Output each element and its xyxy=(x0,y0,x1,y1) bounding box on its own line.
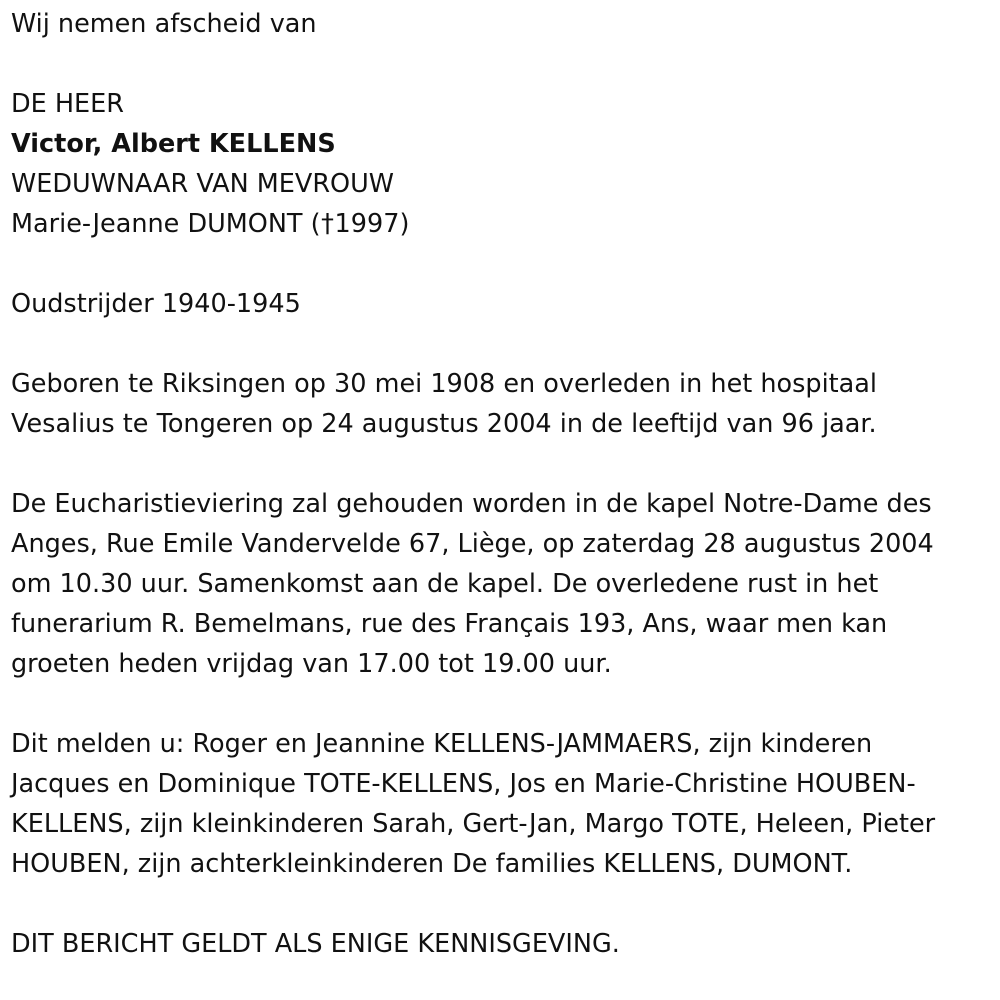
spacer xyxy=(11,324,991,364)
spouse-death-year: 1997) xyxy=(334,209,410,239)
paragraph-line: Vesalius te Tongeren op 24 augustus 2004 in de leeftijd van 96 jaar. xyxy=(11,409,877,439)
closing-notice: DIT BERICHT GELDT ALS ENIGE KENNISGEVING. xyxy=(11,929,620,959)
birth-death-paragraph xyxy=(11,364,991,444)
spacer xyxy=(11,44,991,84)
intro-text: Wij nemen afscheid van xyxy=(11,9,317,39)
honorific-title: DE HEER xyxy=(11,89,124,119)
paragraph-line: Geboren te Riksingen op 30 mei 1908 en overleden in het hospitaal xyxy=(11,369,878,399)
spacer xyxy=(11,244,991,284)
paragraph-line: groeten heden vrijdag van 17.00 tot 19.00 uur. xyxy=(11,649,612,679)
paragraph-line: HOUBEN, zijn achterkleinkinderen De families KELLENS, DUMONT. xyxy=(11,849,853,879)
paragraph-line: De Eucharistieviering zal gehouden worden in de kapel Notre-Dame des xyxy=(11,489,932,519)
spouse-name xyxy=(11,204,991,244)
spacer xyxy=(11,884,991,924)
deceased-name: Victor, Albert KELLENS xyxy=(11,129,336,159)
veteran-text: Oudstrijder 1940-1945 xyxy=(11,289,301,319)
spouse-name-text: Marie-Jeanne DUMONT ( xyxy=(11,209,321,239)
cross-icon: † xyxy=(321,209,334,239)
paragraph-line: KELLENS, zijn kleinkinderen Sarah, Gert-Jan, Margo TOTE, Heleen, Pieter xyxy=(11,809,936,839)
spouse-label: WEDUWNAAR VAN MEVROUW xyxy=(11,169,394,199)
paragraph-line: om 10.30 uur. Samenkomst aan de kapel. De overledene rust in het xyxy=(11,569,879,599)
spacer xyxy=(11,444,991,484)
paragraph-line: funerarium R. Bemelmans, rue des Français 193, Ans, waar men kan xyxy=(11,609,888,639)
paragraph-line: Jacques en Dominique TOTE-KELLENS, Jos en Marie-Christine HOUBEN- xyxy=(11,769,916,799)
announcers-paragraph xyxy=(11,724,991,884)
spacer xyxy=(11,684,991,724)
death-notice xyxy=(11,4,991,964)
paragraph-line: Anges, Rue Emile Vandervelde 67, Liège, op zaterdag 28 augustus 2004 xyxy=(11,529,934,559)
ceremony-paragraph xyxy=(11,484,991,684)
paragraph-line: Dit melden u: Roger en Jeannine KELLENS-JAMMAERS, zijn kinderen xyxy=(11,729,873,759)
